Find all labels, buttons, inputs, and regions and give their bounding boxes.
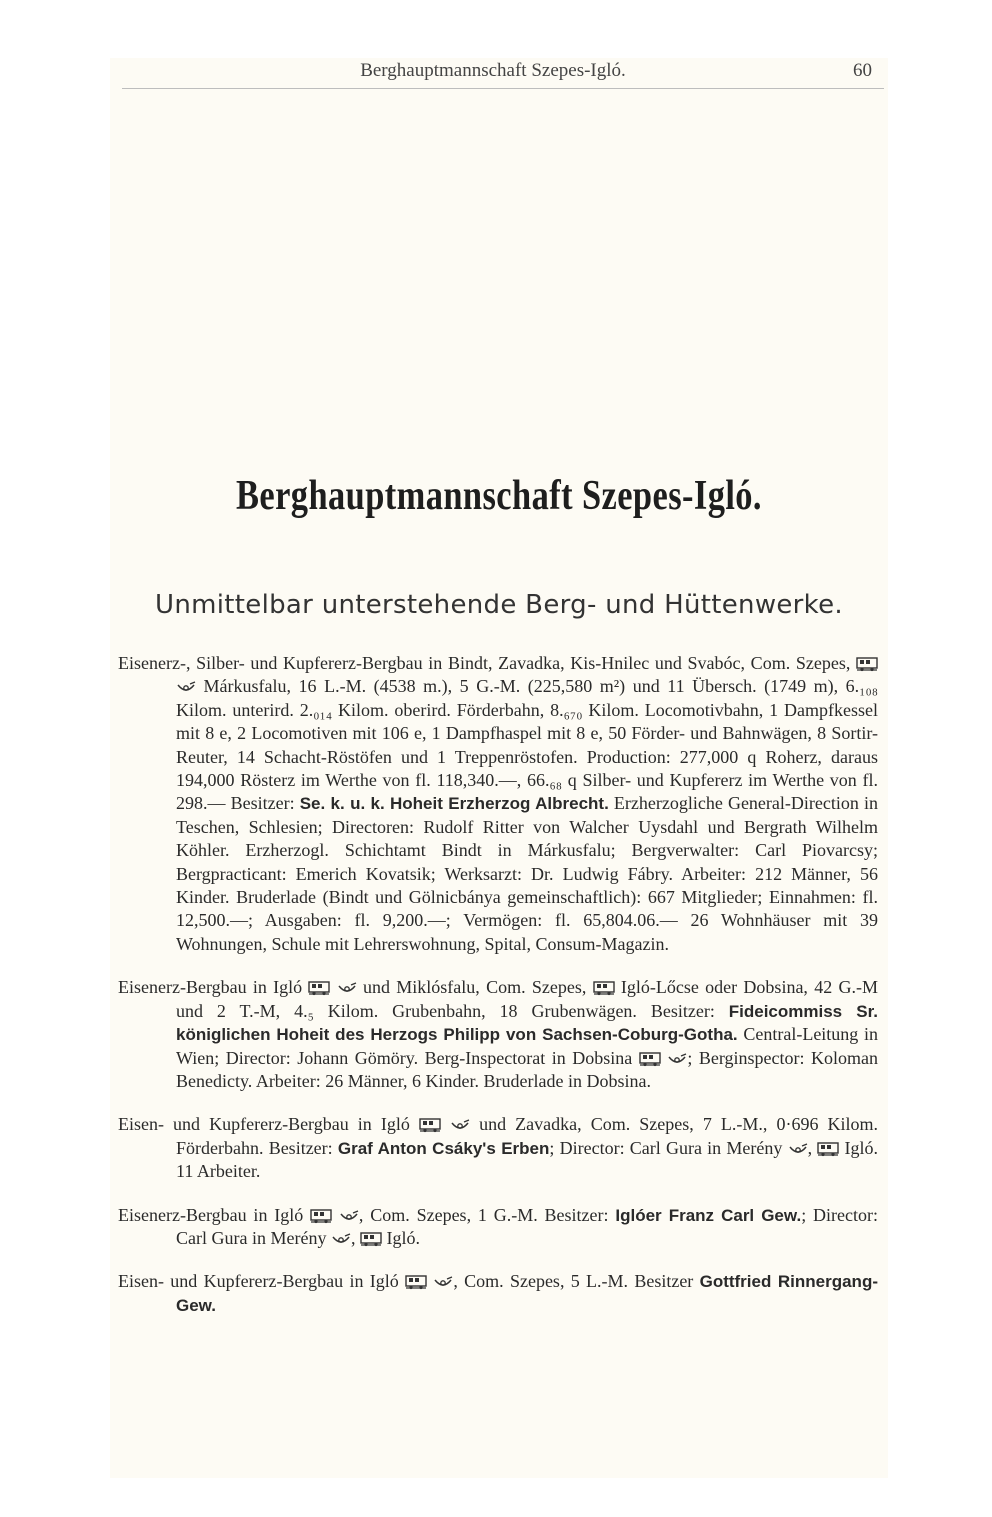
railway-station-icon bbox=[405, 1274, 427, 1290]
entry-list bbox=[118, 652, 878, 1337]
railway-station-icon bbox=[856, 656, 878, 672]
entry-text: , Com. Szepes, 1 G.-M. Besitzer: bbox=[358, 1204, 609, 1225]
entry-text: Igló. bbox=[386, 1227, 420, 1248]
page-number: 60 bbox=[853, 60, 872, 81]
post-office-horn-icon bbox=[176, 681, 196, 695]
entry-iglo-miklosfalu bbox=[118, 976, 878, 1093]
entry-text: Erzherzogliche General-Direction in Teschen, Schlesien; Directoren: Rudolf Ritter von Walcher Uysdahl und Bergrath Wilhelm Köhler. Erzherzogl. Schichtamt Bindt in Márkusfalu; Bergverwalter: Carl Piovarcsy; Bergpracticant: Emerich Kovatsik; Werksarzt: Dr. Ludwig Fábry. Arbeiter: 212 Männer, 56 Kinder. Bruderlade (Bindt und Gölnicbánya gemeinschaftlich): 667 Mitglieder; Einnahmen: fl. 12,500.—; Ausgaben: fl. 9,200.—; Vermögen: fl. 65,804.06.— 26 Wohnhäuser mit 39 Wohnungen, Schule mit Lehrerswohnung, Spital, Consum-Magazin. bbox=[176, 793, 878, 954]
post-office-horn-icon bbox=[339, 1210, 359, 1224]
post-office-horn-icon bbox=[433, 1276, 453, 1290]
section-subtitle: Unmittelbar unterstehende Berg- und Hüttenwerke. bbox=[155, 590, 843, 620]
railway-station-icon bbox=[817, 1141, 839, 1157]
entry-owner: Graf Anton Csáky's Erben bbox=[337, 1138, 550, 1158]
entry-text: Eisen- und Kupfererz-Bergbau in Igló bbox=[118, 1114, 410, 1135]
entry-text: Eisenerz-Bergbau in Igló bbox=[118, 977, 303, 998]
entry-owner: Se. k. u. k. Hoheit Erzherzog Albrecht. bbox=[299, 794, 609, 814]
entry-iglo-zavadka: Eisen- und Kupfererz-Bergbau in Igló und Zavadka, Com. Szepes, 7 L.-M., 0·696 Kilom. Förderbahn. Besitzer: Graf Anton Csáky's Erben; Director: Carl Gura in Merény , Igló. 11 Arbeiter. bbox=[118, 1114, 879, 1182]
entry-text: Eisenerz-, Silber- und Kupfererz-Bergbau in Bindt, Zavadka, Kis-Hnilec und Svabóc, Com. Szepes, bbox=[118, 653, 851, 673]
entry-text: ; Berginspector: Koloman Benedicty. Arbeiter: 26 Männer, 6 Kinder. Bruderlade in Dobsina. bbox=[176, 1047, 879, 1091]
entry-owner: Fideicommiss Sr. königlichen Hoheit des Herzogs Philipp von Sachsen-Coburg-Gotha. bbox=[176, 1001, 878, 1045]
entry-text: Márkusfalu, 16 L.-M. (4538 m.), 5 G.-M. (225,580 m²) und 11 Übersch. (1749 m), 6.₁₀₈ Kilom. unterird. 2.₀₁₄ Kilom. oberird. Förderbahn, 8.₆₇₀ Kilom. Locomotivbahn, 1 Dampfkessel mit 8 e, 2 Locomotiven mit 106 e, 1 Dampfhaspel mit 8 e, 50 Förder- und Bahnwägen, 8 Sortir-Reuter, 14 Schacht-Röstöfen und 1 Treppenröstofen. Production: 277,000 q Roherz, daraus 194,000 Rösterz im Werthe von fl. 118,340.—, 66.₆₈ q Silber- und Kupfererz im Werthe von fl. 298.— Besitzer: bbox=[176, 676, 879, 814]
entry-owner: Gottfried Rinnergang-Gew. bbox=[176, 1272, 878, 1315]
entry-owner: Iglóer Franz Carl Gew. bbox=[615, 1205, 802, 1225]
running-title: Berghauptmannschaft Szepes-Igló. bbox=[360, 60, 626, 81]
entry-iglo-franz-carl: Eisenerz-Bergbau in Igló , Com. Szepes, 1 G.-M. Besitzer: Iglóer Franz Carl Gew.; Director: Carl Gura in Merény , Igló. bbox=[118, 1204, 879, 1248]
entry-text: ; Director: Carl Gura in Merény bbox=[549, 1137, 783, 1158]
entry-iglo-rinnergang bbox=[118, 1270, 878, 1317]
running-header bbox=[108, 60, 878, 86]
railway-station-icon bbox=[419, 1117, 441, 1133]
railway-station-icon bbox=[360, 1231, 382, 1247]
railway-station-icon bbox=[593, 980, 615, 996]
entry-text: , Com. Szepes, 5 L.-M. Besitzer bbox=[453, 1271, 694, 1292]
entry-text: Igló. 11 Arbeiter. bbox=[176, 1137, 879, 1182]
entry-bindt bbox=[118, 652, 878, 956]
page-title: Berghauptmannschaft Szepes-Igló. bbox=[236, 473, 762, 519]
post-office-horn-icon bbox=[450, 1119, 470, 1133]
entry-text: Eisenerz-Bergbau in Igló bbox=[118, 1204, 304, 1225]
entry-text: und Miklósfalu, Com. Szepes, bbox=[363, 977, 587, 998]
post-office-horn-icon bbox=[337, 982, 357, 996]
entry-text: Igló-Lőcse oder Dobsina, 42 G.-M und 2 T.-M, 4.₅ Kilom. Grubenbahn, 18 Grubenwägen. Besitzer: bbox=[176, 977, 878, 1021]
railway-station-icon bbox=[308, 980, 330, 996]
post-office-horn-icon bbox=[331, 1233, 351, 1247]
railway-station-icon bbox=[639, 1051, 661, 1067]
header-rule bbox=[122, 88, 884, 89]
post-office-horn-icon bbox=[667, 1053, 687, 1067]
railway-station-icon bbox=[310, 1208, 332, 1224]
entry-text: Eisen- und Kupfererz-Bergbau in Igló bbox=[118, 1271, 399, 1292]
entry-text: ; Director: Carl Gura in Merény bbox=[176, 1204, 879, 1248]
entry-text: Central-Leitung in Wien; Director: Johann Gömöry. Berg-Inspectorat in Dobsina bbox=[176, 1024, 879, 1068]
entry-text: und Zavadka, Com. Szepes, 7 L.-M., 0·696 Kilom. Förderbahn. Besitzer: bbox=[176, 1114, 879, 1158]
post-office-horn-icon bbox=[788, 1143, 808, 1157]
